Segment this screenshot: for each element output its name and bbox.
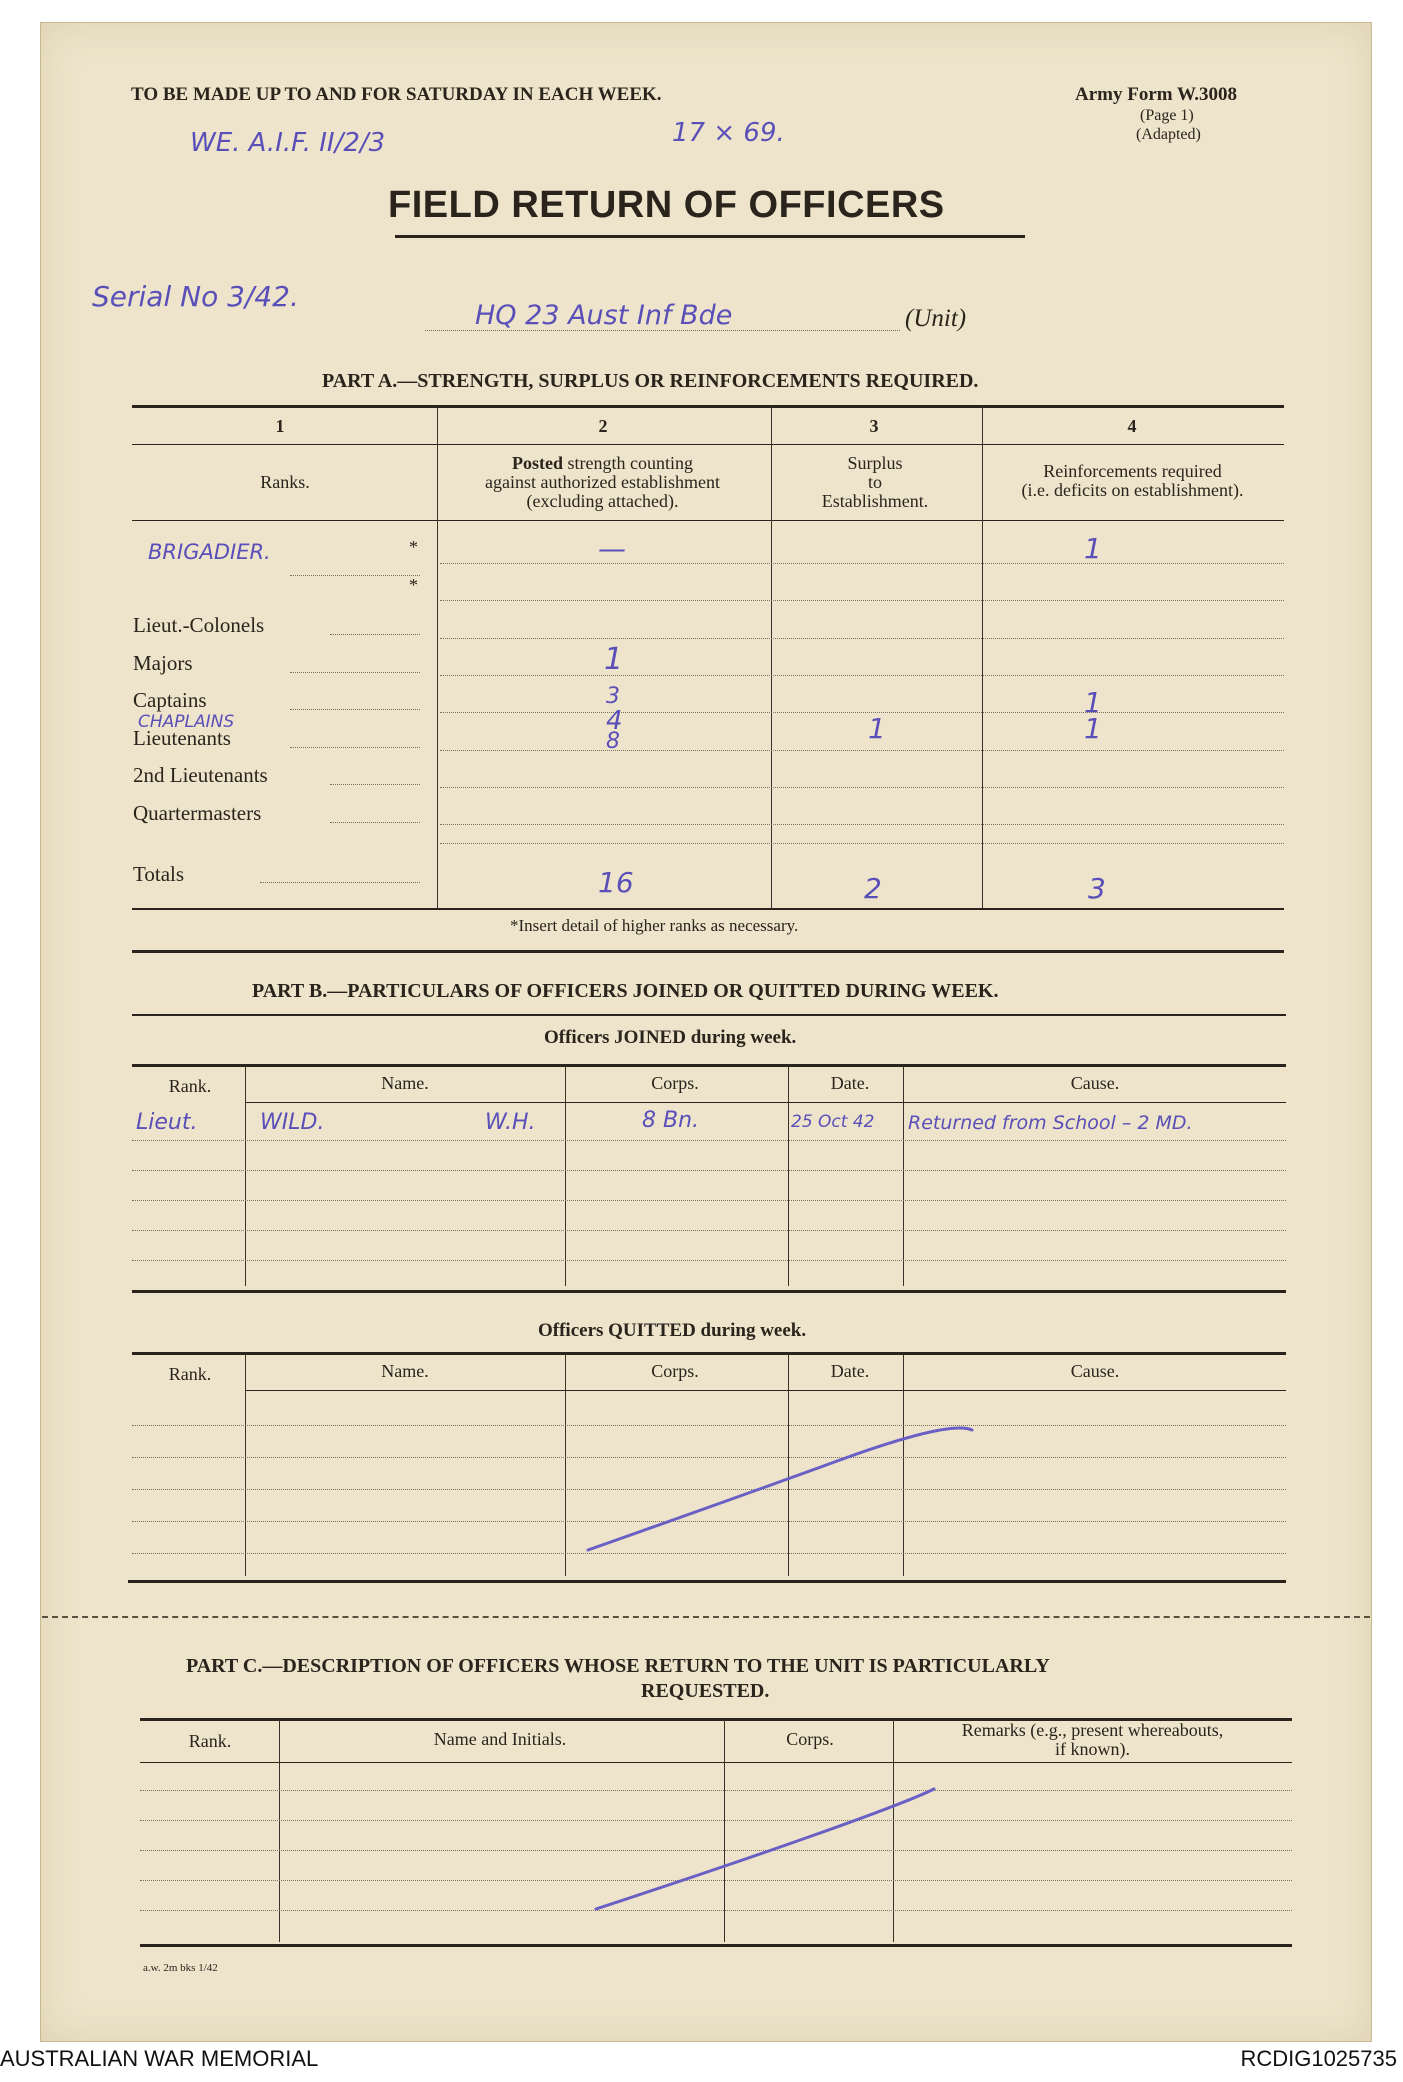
col-number-rule <box>132 444 1284 445</box>
totals-surplus: 2 <box>864 872 882 905</box>
chaplains-note: CHAPLAINS <box>138 712 235 732</box>
col-surplus-header <box>780 454 970 511</box>
row-line <box>132 1140 1286 1141</box>
rank-row-0: BRIGADIER. <box>148 540 271 564</box>
rank-row-6: 2nd Lieutenants <box>133 763 268 787</box>
header-bottom-rule <box>132 520 1284 521</box>
joined-name: WILD. <box>260 1110 325 1135</box>
totals-rule <box>132 908 1284 910</box>
quitted-title: Officers QUITTED during week. <box>538 1320 807 1341</box>
rank-row-4: Captains <box>133 688 207 712</box>
handwritten-count: 17 × 69. <box>672 118 785 148</box>
joined-col-date: Date. <box>830 1073 870 1093</box>
dots <box>330 634 420 635</box>
part-a-divider-3 <box>982 406 983 908</box>
joined-rank: Lieut. <box>136 1110 198 1135</box>
part-a-end-rule <box>132 950 1284 953</box>
row-line <box>440 638 1284 639</box>
part-a-title: PART A.—STRENGTH, SURPLUS OR REINFORCEMENTS REQUIRED. <box>322 370 979 392</box>
rank-row-3: Majors <box>133 651 193 675</box>
rank-row-7: Quartermasters <box>133 801 262 825</box>
reinf-row-0: 1 <box>1084 532 1102 565</box>
posted-rest: strength counting <box>563 453 693 473</box>
col-number-2: 2 <box>598 416 608 436</box>
quitted-top-rule <box>132 1352 1286 1355</box>
footer-id: RCDIG1025735 <box>1240 2046 1397 2071</box>
part-c-strike-through <box>590 1785 940 1915</box>
adapted-label: (Adapted) <box>1136 126 1201 143</box>
surplus-line3: Establishment. <box>821 491 929 511</box>
dots <box>290 747 420 748</box>
posted-bold: Posted <box>512 453 563 473</box>
totals-reinf: 3 <box>1088 872 1106 905</box>
title-underline <box>395 235 1025 238</box>
handwritten-reference: WE. A.I.F. II/2/3 <box>190 128 386 158</box>
posted-row-3: 1 <box>604 642 624 677</box>
quitted-col-name: Name. <box>381 1361 429 1381</box>
part-c-divider-1 <box>279 1720 280 1942</box>
row-line <box>440 675 1284 676</box>
unit-value: HQ 23 Aust Inf Bde <box>475 300 733 331</box>
row-line <box>440 824 1284 825</box>
joined-divider-1 <box>245 1066 246 1286</box>
reinf-row-5: 1 <box>1084 712 1102 745</box>
part-c-bottom-rule <box>140 1944 1292 1947</box>
part-a-divider-1 <box>437 406 438 908</box>
col-number-3: 3 <box>869 416 879 436</box>
quitted-col-rank: Rank. <box>168 1364 212 1384</box>
part-c-header-rule <box>140 1762 1292 1763</box>
quitted-col-cause: Cause. <box>1070 1361 1120 1381</box>
totals-posted: 16 <box>598 866 634 899</box>
quitted-divider-2 <box>565 1354 566 1576</box>
part-c-col-rank: Rank. <box>188 1731 232 1751</box>
reinf-line2: (i.e. deficits on establishment). <box>1021 480 1244 500</box>
joined-divider-3 <box>788 1066 789 1286</box>
dots <box>290 709 420 710</box>
surplus-line2: to <box>867 472 882 492</box>
joined-top-rule <box>132 1064 1286 1067</box>
printer-note: a.w. 2m bks 1/42 <box>143 1962 218 1974</box>
footer-credit: AUSTRALIAN WAR MEMORIAL <box>0 2046 319 2071</box>
rank-row-2: Lieut.-Colonels <box>133 613 265 637</box>
joined-col-cause: Cause. <box>1070 1073 1120 1093</box>
remarks-line2: if known). <box>1055 1739 1130 1759</box>
row-line <box>440 600 1284 601</box>
col-number-1: 1 <box>275 416 285 436</box>
reinf-line1: Reinforcements required <box>1043 461 1222 481</box>
perforation-line <box>42 1616 1370 1618</box>
row-line <box>132 1260 1286 1261</box>
joined-divider-4 <box>903 1066 904 1286</box>
joined-col-rank: Rank. <box>168 1076 212 1096</box>
col-number-4: 4 <box>1127 416 1137 436</box>
row-line <box>132 1170 1286 1171</box>
army-form-number: Army Form W.3008 <box>1075 84 1238 105</box>
joined-col-corps: Corps. <box>651 1073 699 1093</box>
instruction-text: TO BE MADE UP TO AND FOR SATURDAY IN EACH WEEK. <box>131 84 662 105</box>
part-c-col-remarks <box>895 1721 1290 1759</box>
part-b-top-rule <box>132 1014 1286 1016</box>
dots <box>330 822 420 823</box>
chaplains-posted: 8 <box>606 729 620 754</box>
joined-date: 25 Oct 42 <box>791 1112 875 1132</box>
joined-title: Officers JOINED during week. <box>544 1027 797 1048</box>
joined-col-name: Name. <box>381 1073 429 1093</box>
surplus-line1: Surplus <box>847 453 903 473</box>
footnote: *Insert detail of higher ranks as necessary. <box>510 916 799 935</box>
row-line <box>440 563 1284 564</box>
row-line <box>132 1230 1286 1231</box>
joined-corps: 8 Bn. <box>642 1108 700 1133</box>
quitted-bottom-rule <box>128 1580 1286 1583</box>
joined-bottom-rule <box>132 1290 1286 1293</box>
col-reinforcements-header <box>990 462 1275 500</box>
row-line <box>440 787 1284 788</box>
remarks-line1: Remarks (e.g., present whereabouts, <box>961 1720 1224 1740</box>
quitted-strike-through <box>580 1420 980 1560</box>
dots <box>260 882 420 883</box>
col-ranks-header: Ranks. <box>260 472 310 492</box>
quitted-col-corps: Corps. <box>651 1361 699 1381</box>
posted-row-4: 3 <box>606 684 620 709</box>
joined-divider-2 <box>565 1066 566 1286</box>
dots <box>330 784 420 785</box>
joined-cause: Returned from School – 2 MD. <box>908 1112 1193 1134</box>
part-c-col-name: Name and Initials. <box>433 1729 567 1749</box>
quitted-divider-1 <box>245 1354 246 1576</box>
serial-number: Serial No 3/42. <box>92 280 299 313</box>
joined-initials: W.H. <box>485 1110 536 1135</box>
posted-line3: (excluding attached). <box>526 491 679 511</box>
asterisk-1: * <box>409 537 418 557</box>
joined-header-rule <box>246 1102 1286 1103</box>
quitted-header-rule <box>246 1390 1286 1391</box>
quitted-col-date: Date. <box>830 1361 870 1381</box>
reinf-row-4: 1 <box>1084 686 1102 719</box>
posted-line2: against authorized establishment <box>485 472 720 492</box>
dots <box>290 575 420 576</box>
part-a-divider-2 <box>771 406 772 908</box>
surplus-row-5: 1 <box>868 712 886 745</box>
row-line <box>132 1200 1286 1201</box>
col-posted-header <box>440 454 765 511</box>
row-line <box>440 712 1284 713</box>
row-line <box>440 750 1284 751</box>
part-b-title: PART B.—PARTICULARS OF OFFICERS JOINED OR QUITTED DURING WEEK. <box>252 980 999 1002</box>
posted-row-0: — <box>598 532 626 565</box>
posted-row-5: 4 <box>606 706 623 736</box>
totals-label: Totals <box>133 862 185 886</box>
page-label: (Page 1) <box>1140 107 1194 124</box>
unit-label: (Unit) <box>905 305 967 332</box>
dots <box>290 672 420 673</box>
unit-line <box>425 330 900 331</box>
part-c-title-line2: REQUESTED. <box>641 1680 770 1702</box>
part-a-top-rule <box>132 405 1284 408</box>
row-line <box>440 843 1284 844</box>
part-c-title-line1: PART C.—DESCRIPTION OF OFFICERS WHOSE RETURN TO THE UNIT IS PARTICULARLY <box>186 1655 1050 1677</box>
rank-row-5: Lieutenants <box>133 726 231 750</box>
part-c-col-corps: Corps. <box>786 1729 834 1749</box>
asterisk-2: * <box>409 575 418 595</box>
page-title: FIELD RETURN OF OFFICERS <box>388 184 945 226</box>
